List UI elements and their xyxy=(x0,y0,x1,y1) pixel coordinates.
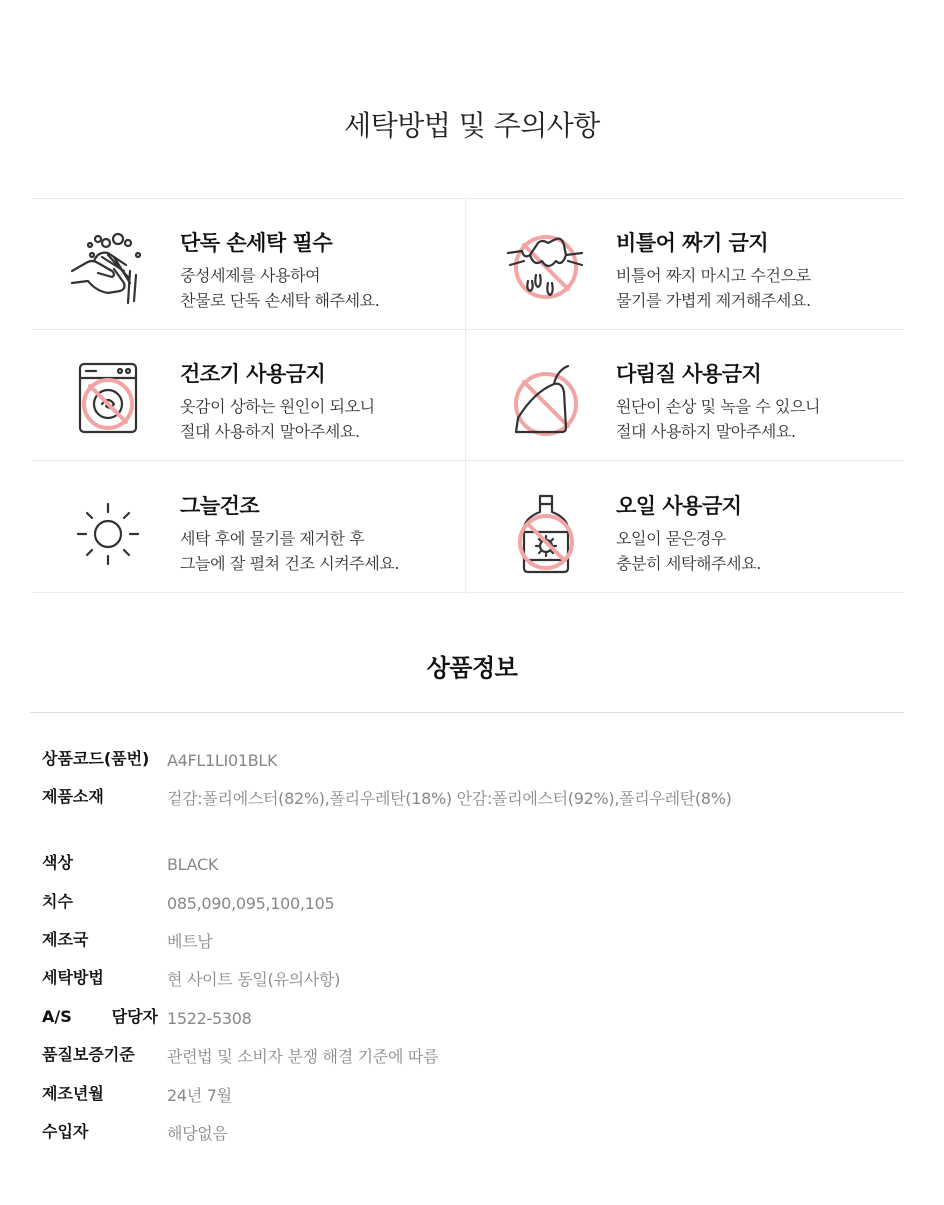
info-value: 겉감:폴리에스터(82%),폴리우레탄(18%) 안감:폴리에스터(92%),폴리우레탄(8%) xyxy=(167,789,732,808)
care-item-line: 오일이 묻은경우 xyxy=(616,529,727,548)
care-item-line: 물기를 가볍게 제거해주세요. xyxy=(616,291,811,310)
info-label: 제품소재 xyxy=(42,787,104,806)
info-label: 제조국 xyxy=(42,930,89,949)
care-item-title: 그늘건조 xyxy=(180,494,260,518)
care-item-no-oil xyxy=(468,462,904,593)
care-item-description xyxy=(616,263,811,313)
care-item-no-dryer xyxy=(32,330,468,461)
info-value: A4FL1LI01BLK xyxy=(167,751,278,770)
care-item-title: 다림질 사용금지 xyxy=(616,362,762,386)
care-item-line: 절대 사용하지 말아주세요. xyxy=(180,422,360,441)
product-info-title: 상품정보 xyxy=(426,654,518,682)
care-item-shade-dry xyxy=(32,462,468,593)
care-item-no-wring xyxy=(468,199,904,330)
info-value: 24년 7월 xyxy=(167,1086,232,1105)
info-label: 수입자 xyxy=(42,1122,89,1141)
info-value: 관련법 및 소비자 분쟁 해결 기준에 따름 xyxy=(167,1047,439,1066)
care-item-description xyxy=(616,394,820,444)
info-label: 제조년월 xyxy=(42,1084,104,1103)
info-value: BLACK xyxy=(167,855,219,874)
info-label: 상품코드(품번) xyxy=(42,749,150,768)
info-value: 085,090,095,100,105 xyxy=(167,894,335,913)
no-wring-icon xyxy=(504,231,584,311)
no-tumble-dry-icon xyxy=(68,362,148,442)
info-label: A/S 담당자 xyxy=(42,1007,158,1026)
care-section-title: 세탁방법 및 주의사항 xyxy=(344,109,600,142)
care-item-description xyxy=(180,394,375,444)
info-label: 색상 xyxy=(42,853,73,872)
care-item-hand-wash xyxy=(32,199,468,330)
care-item-line: 찬물로 단독 손세탁 해주세요. xyxy=(180,291,380,310)
info-label: 치수 xyxy=(42,892,73,911)
info-label: 품질보증기준 xyxy=(42,1045,135,1064)
care-item-title: 단독 손세탁 필수 xyxy=(180,231,333,255)
info-value: 해당없음 xyxy=(167,1124,228,1143)
info-label: 세탁방법 xyxy=(42,968,104,987)
product-info-divider xyxy=(30,712,904,713)
care-item-title: 비틀어 짜기 금지 xyxy=(616,231,769,255)
care-item-line: 세탁 후에 물기를 제거한 후 xyxy=(180,529,365,548)
care-item-description xyxy=(180,263,379,313)
info-value: 베트남 xyxy=(167,932,213,951)
care-item-title: 오일 사용금지 xyxy=(616,494,742,518)
care-item-line: 충분히 세탁해주세요. xyxy=(616,554,761,573)
care-item-line: 절대 사용하지 말아주세요. xyxy=(616,422,796,441)
hand-wash-icon xyxy=(68,231,148,311)
care-item-line: 옷감이 상하는 원인이 되오니 xyxy=(180,397,375,416)
care-item-line: 원단이 손상 및 녹을 수 있으니 xyxy=(616,397,821,416)
care-item-description xyxy=(180,526,399,576)
care-item-description xyxy=(616,526,761,576)
info-value: 1522-5308 xyxy=(167,1009,252,1028)
no-iron-icon xyxy=(504,362,584,442)
care-item-line: 그늘에 잘 펼쳐 건조 시켜주세요. xyxy=(180,554,400,573)
no-oil-icon xyxy=(504,494,584,574)
care-item-line: 중성세제를 사용하여 xyxy=(180,266,321,285)
info-value: 현 사이트 동일(유의사항) xyxy=(167,970,341,989)
care-item-title: 건조기 사용금지 xyxy=(180,362,326,386)
shade-dry-sun-icon xyxy=(68,494,148,574)
care-item-no-iron xyxy=(468,330,904,461)
care-item-line: 비틀어 짜지 마시고 수건으로 xyxy=(616,266,811,285)
